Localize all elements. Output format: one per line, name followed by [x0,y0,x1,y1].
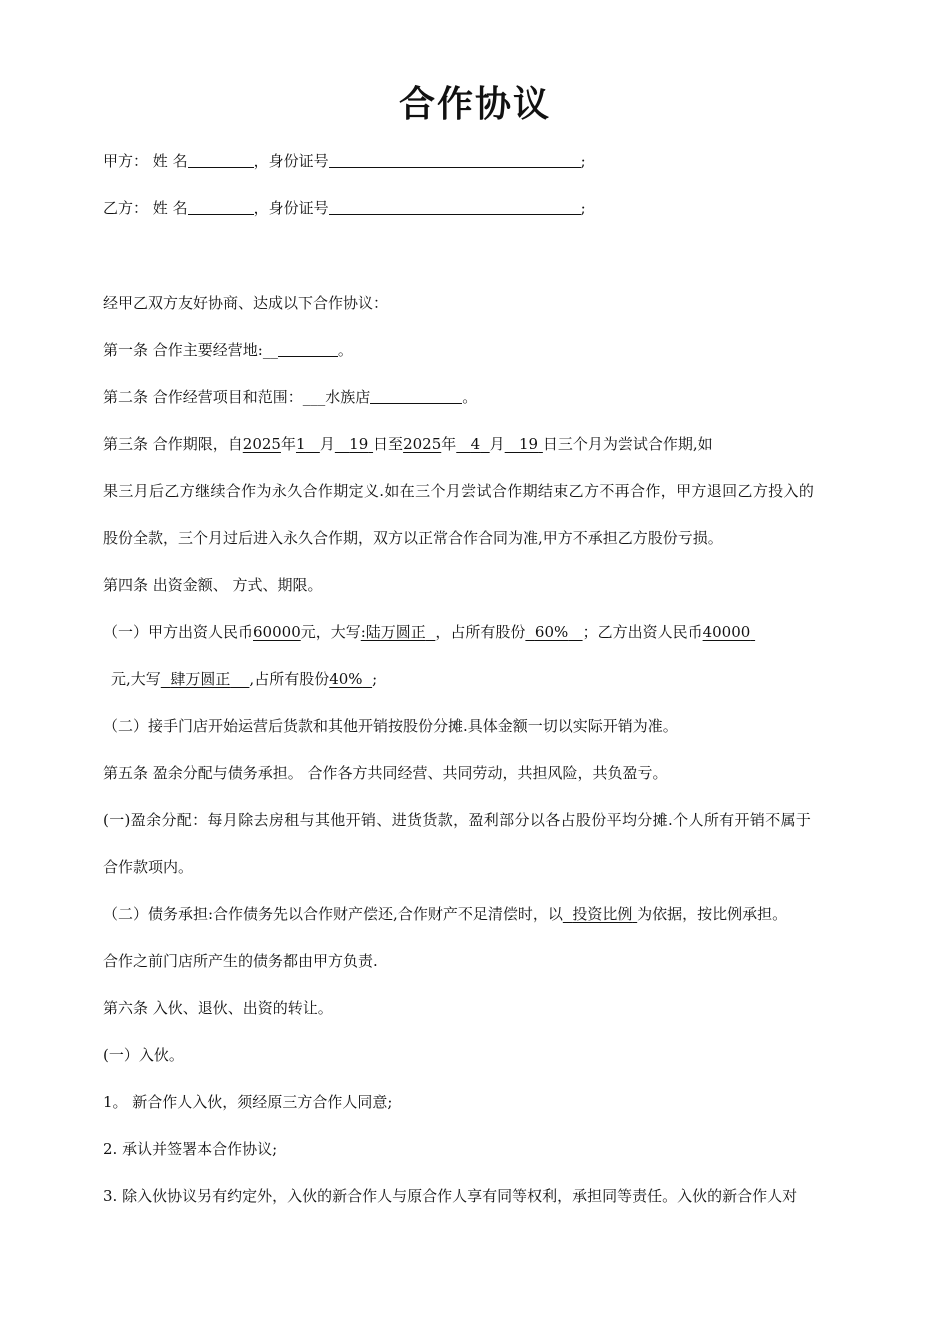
year-label: 年 [280,435,296,453]
article-5-item-2-cont: 合作之前门店所产生的债务都由甲方负责. [103,952,378,970]
party-a-line [103,151,586,171]
article-6-item-3: 3. 除入伙协议另有约定外，入伙的新合作人与原合作人享有同等权利，承担同等责任。入伙的新合作人对 [103,1187,798,1205]
b-investment-words: 肆万圆正 [170,670,231,688]
party-a-end: ; [580,152,586,170]
b-share-value: 40% [329,670,363,688]
article-2-prefix: ___ [302,388,326,406]
party-b-label: 乙方： [103,199,149,217]
party-a-name-label: 姓 名 [152,152,188,170]
article-4-item-2: （二）接手门店开始运营后货款和其他开销按股份分摊.具体金额一切以实际开销为准。 [103,717,678,735]
article-2-text: 第二条 合作经营项目和范围： [103,388,303,406]
party-b-id-label: ，身份证号 [253,199,329,217]
document-title: 合作协议 [398,84,551,125]
b-investment-amount: 40000 [702,623,751,641]
article-3-line-2: 果三月后乙方继续合作为永久合作期定义.如在三个月尝试合作期结束乙方不再合作，甲方退回乙方投入的 [103,482,815,500]
article-6-title: 第六条 入伙、退伙、出资的转让。 [103,999,333,1017]
intro-text: 经甲乙双方友好协商、达成以下合作协议： [103,294,389,312]
article-1-location-blank[interactable] [278,341,338,357]
debt-basis: 投资比例 [572,905,633,923]
article-2-scope-value: 水族店 [325,388,371,406]
party-a-label: 甲方： [103,152,149,170]
party-b-end: ; [580,199,586,217]
debt-text-end: 为依据，按比例承担。 [637,905,788,923]
party-a-id-blank[interactable] [329,152,581,168]
article-1-text: 第一条 合作主要经营地: [103,341,263,359]
end-year: 2025 [403,435,442,453]
article-5-title: 第五条 盈余分配与债务承担。 合作各方共同经营、共同劳动，共担风险，共负盈亏。 [103,764,668,782]
article-5-item-1-cont: 合作款项内。 [103,858,194,876]
article-6-section-1: (一）入伙。 [103,1046,184,1064]
b-words-label: 元,大写 [111,670,161,688]
start-year: 2025 [242,435,281,453]
b-investment-label: ；乙方出资人民币 [582,623,703,641]
article-5-item-2 [103,904,787,924]
article-1-prefix: __ [262,341,278,359]
article-3-intro: 第三条 合作期限，自 [103,435,243,453]
article-3-trial-text: 日三个月为尝试合作期,如 [542,435,713,453]
article-2-end: 。 [462,388,478,406]
start-month: 1 [295,435,306,453]
article-2-scope-blank[interactable] [370,388,462,404]
end-day: 19 [519,435,539,453]
a-investment-amount: 60000 [253,623,301,641]
a-investment-label: （一）甲方出资人民币 [103,623,254,641]
party-a-name-blank[interactable] [188,152,254,168]
article-2 [103,387,477,407]
month-label-2: 月 [489,435,505,453]
debt-text: （二）债务承担:合作债务先以合作财产偿还,合作财产不足清偿时，以 [103,905,563,923]
article-6-item-2: 2. 承认并签署本合作协议; [103,1140,278,1158]
party-b-line [103,198,586,218]
a-words-label: 元，大写 [300,623,361,641]
end-month: 4 [470,435,481,453]
article-4-item-1-cont [111,669,377,689]
party-a-id-label: ，身份证号 [253,152,329,170]
month-label: 月 [319,435,335,453]
day-to-label: 日至 [373,435,404,453]
a-share-label: ，占所有股份 [435,623,526,641]
party-b-id-blank[interactable] [329,199,581,215]
article-3-line-1 [103,434,713,454]
article-1-end: 。 [337,341,353,359]
article-6-item-1: 1。 新合作人入伙，须经原三方合作人同意; [103,1093,393,1111]
article-1 [103,340,353,360]
article-4-item-1 [103,622,755,642]
article-3-line-3: 股份全款，三个月过后进入永久合作期，双方以正常合作合同为准,甲方不承担乙方股份亏损。 [103,529,723,547]
b-share-label: ,占所有股份 [249,670,330,688]
a-share-value: 60% [534,623,569,641]
party-b-name-label: 姓 名 [152,199,188,217]
year-label-2: 年 [441,435,457,453]
article-4-title: 第四条 出资金额、 方式、期限。 [103,576,323,594]
article-5-item-1: (一)盈余分配：每月除去房租与其他开销、进货货款，盈利部分以各占股份平均分摊.个人所有开销不属于 [103,811,812,829]
a-investment-words: :陆万圆正 [360,623,426,641]
b-share-end: ; [372,670,378,688]
party-b-name-blank[interactable] [188,199,254,215]
start-day: 19 [349,435,369,453]
